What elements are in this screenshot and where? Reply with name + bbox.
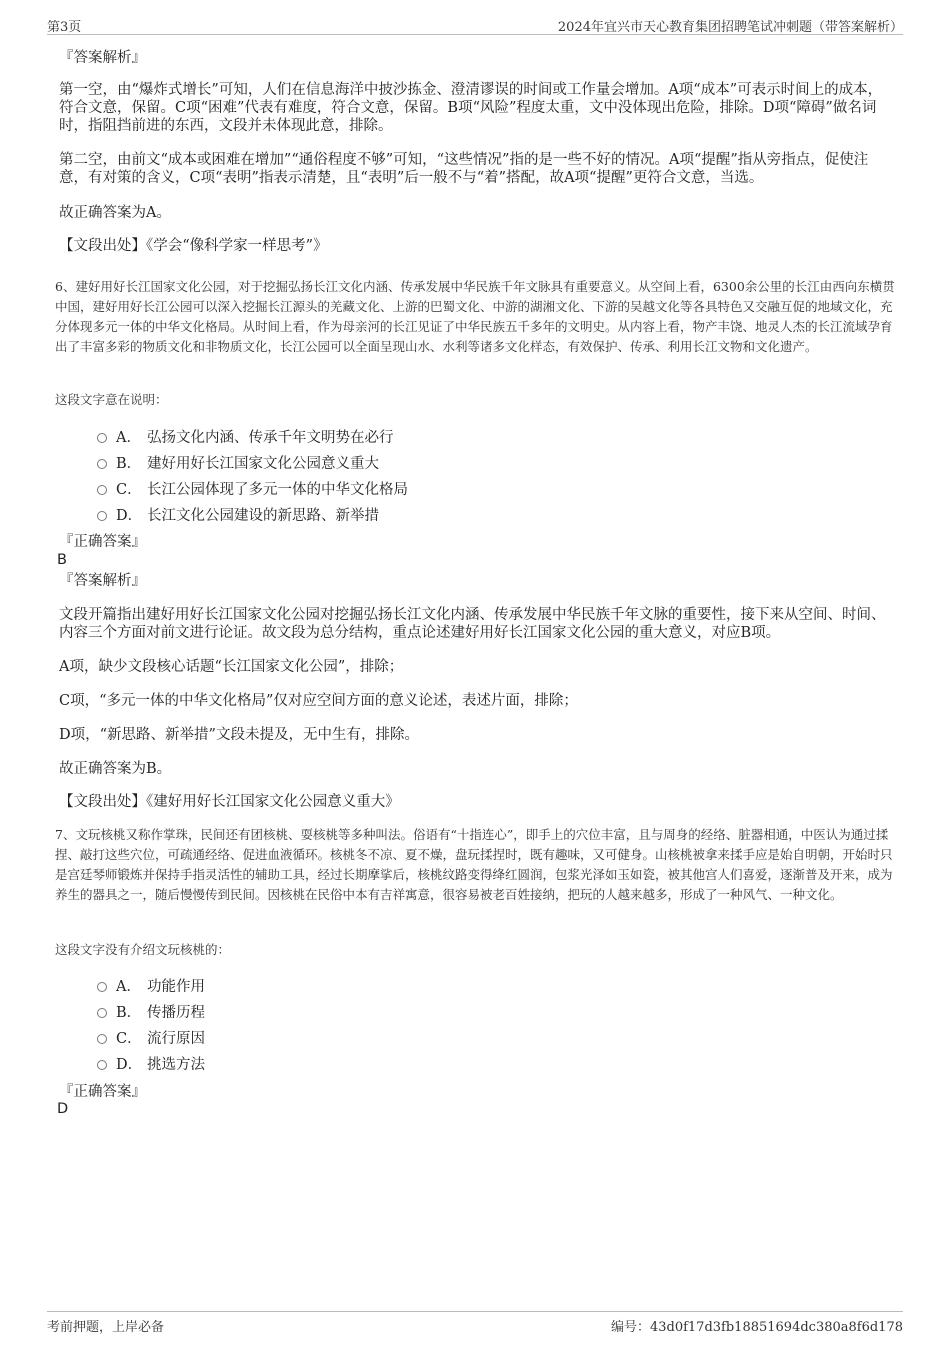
option-a[interactable] — [97, 972, 697, 998]
option-letter: B． — [116, 455, 142, 472]
option-d[interactable] — [97, 501, 697, 527]
option-letter: D． — [116, 1056, 143, 1073]
option-list — [97, 972, 697, 1076]
option-letter: D． — [116, 507, 143, 524]
document-title: 2024年宜兴市天心教育集团招聘笔试冲刺题（带答案解析） — [557, 20, 903, 35]
option-letter: B． — [116, 1004, 142, 1021]
option-text: 挑选方法 — [147, 1056, 205, 1073]
option-text: 弘扬文化内涵、传承千年文明势在必行 — [147, 429, 394, 446]
option-letter: C． — [116, 481, 142, 498]
option-a[interactable] — [97, 423, 697, 449]
correct-answer: B — [57, 552, 67, 568]
radio-icon[interactable] — [97, 1008, 107, 1018]
radio-icon[interactable] — [97, 433, 107, 443]
page-footer — [47, 1311, 903, 1334]
radio-icon[interactable] — [97, 1034, 107, 1044]
option-text: 长江公园体现了多元一体的中华文化格局 — [147, 481, 408, 498]
question-prompt: 这段文字没有介绍文玩核桃的： — [55, 942, 231, 957]
correct-answer-label: 『正确答案』 — [59, 1084, 146, 1100]
option-d[interactable] — [97, 1050, 697, 1076]
radio-icon[interactable] — [97, 511, 107, 521]
analysis-paragraph: D项，“新思路、新举措”文段未提及，无中生有，排除。 — [59, 727, 419, 743]
option-letter: A． — [116, 978, 141, 995]
radio-icon[interactable] — [97, 982, 107, 992]
page-number: 第3页 — [47, 20, 82, 35]
document-id: 编号：43d0f17d3fb18851694dc380a8f6d178 — [610, 1320, 903, 1335]
option-letter: A． — [116, 429, 141, 446]
analysis-conclusion: 故正确答案为A。 — [59, 205, 171, 221]
question-text: 7、文玩核桃又称作掌珠，民间还有团核桃、耍核桃等多种叫法。俗语有“十指连心”，即手上的穴位丰富，且与周身的经络、脏器相通，中医认为通过揉捏、敲打这些穴位，可疏通经络、促进血液循环。核桃冬不凉、夏不燥，盘玩揉捏时，既有趣味，又可健身。山核桃被拿来揉手应是始自明朝，开始时只是宫廷琴师锻炼并保持手指灵活性的辅助工具，经过长期摩挲后，核桃纹路变得绛红圆润，包浆光泽如玉如瓷，被其他宫人们喜爱，逐渐普及开来，成为养生的器具之一，随后慢慢传到民间。因核桃在民俗中本有吉祥寓意，很容易被老百姓接纳，把玩的人越来越多，形成了一种风气、一种文化。 — [55, 827, 893, 902]
analysis-label: 『答案解析』 — [59, 50, 146, 66]
option-letter: C． — [116, 1030, 142, 1047]
radio-icon[interactable] — [97, 485, 107, 495]
page-header — [47, 14, 903, 35]
analysis-label: 『答案解析』 — [59, 573, 146, 589]
option-c[interactable] — [97, 1024, 697, 1050]
source-citation: 【文段出处】《建好用好长江国家文化公园意义重大》 — [59, 794, 400, 810]
option-text: 功能作用 — [147, 978, 205, 995]
analysis-paragraph: 第二空，由前文“成本或困难在增加”“通俗程度不够”可知，“这些情况”指的是一些不好的情况。A项“提醒”指从旁指点，促使注意，有对策的含义，C项“表明”指表示清楚，且“表明”后一般不与“着”搭配，故A项“提醒”更符合文意，当选。 — [59, 152, 869, 186]
analysis-conclusion: 故正确答案为B。 — [59, 761, 172, 777]
option-c[interactable] — [97, 475, 697, 501]
option-b[interactable] — [97, 998, 697, 1024]
analysis-paragraph: 第一空，由“爆炸式增长”可知，人们在信息海洋中披沙拣金、澄清谬误的时间或工作量会增加。A项“成本”可表示时间上的成本，符合文意，保留。C项“困难”代表有难度，符合文意，保留。B项“风险”程度太重，文中没体现出危险，排除。D项“障碍”做名词时，指阻挡前进的东西，文段并未体现此意，排除。 — [59, 82, 883, 134]
analysis-paragraph: A项，缺少文段核心话题“长江国家文化公园”，排除； — [59, 659, 404, 675]
radio-icon[interactable] — [97, 459, 107, 469]
question-text: 6、建好用好长江国家文化公园，对于挖掘弘扬长江文化内涵、传承发展中华民族千年文脉具有重要意义。从空间上看，6300余公里的长江由西向东横贯中国，建好用好长江公园可以深入挖掘长江源头的羌藏文化、上游的巴蜀文化、中游的湖湘文化、下游的吴越文化等各具特色又交融互促的地域文化，充分体现多元一体的中华文化格局。从时间上看，作为母亲河的长江见证了中华民族五千多年的文明史。从内容上看，物产丰饶、地灵人杰的长江流域孕育出了丰富多彩的物质文化和非物质文化，长江公园可以全面呈现山水、水利等诸多文化样态，有效保护、传承、利用长江文物和文化遗产。 — [55, 279, 895, 354]
analysis-paragraph: 文段开篇指出建好用好长江国家文化公园对挖掘弘扬长江文化内涵、传承发展中华民族千年文脉的重要性，接下来从空间、时间、内容三个方面对前文进行论证。故文段为总分结构，重点论述建好用好长江国家文化公园的重大意义，对应B项。 — [59, 607, 886, 641]
correct-answer-label: 『正确答案』 — [59, 534, 146, 550]
analysis-paragraph: C项，“多元一体的中华文化格局”仅对应空间方面的意义论述，表述片面，排除； — [59, 693, 578, 709]
radio-icon[interactable] — [97, 1060, 107, 1070]
option-text: 建好用好长江国家文化公园意义重大 — [147, 455, 379, 472]
question-prompt: 这段文字意在说明： — [55, 392, 168, 407]
correct-answer: D — [57, 1101, 69, 1117]
option-text: 传播历程 — [147, 1004, 205, 1021]
option-b[interactable] — [97, 449, 697, 475]
source-citation: 【文段出处】《学会“像科学家一样思考”》 — [59, 238, 328, 254]
option-text: 长江文化公园建设的新思路、新举措 — [147, 507, 379, 524]
option-list — [97, 423, 697, 527]
footer-slogan: 考前押题，上岸必备 — [47, 1320, 165, 1335]
option-text: 流行原因 — [147, 1030, 205, 1047]
